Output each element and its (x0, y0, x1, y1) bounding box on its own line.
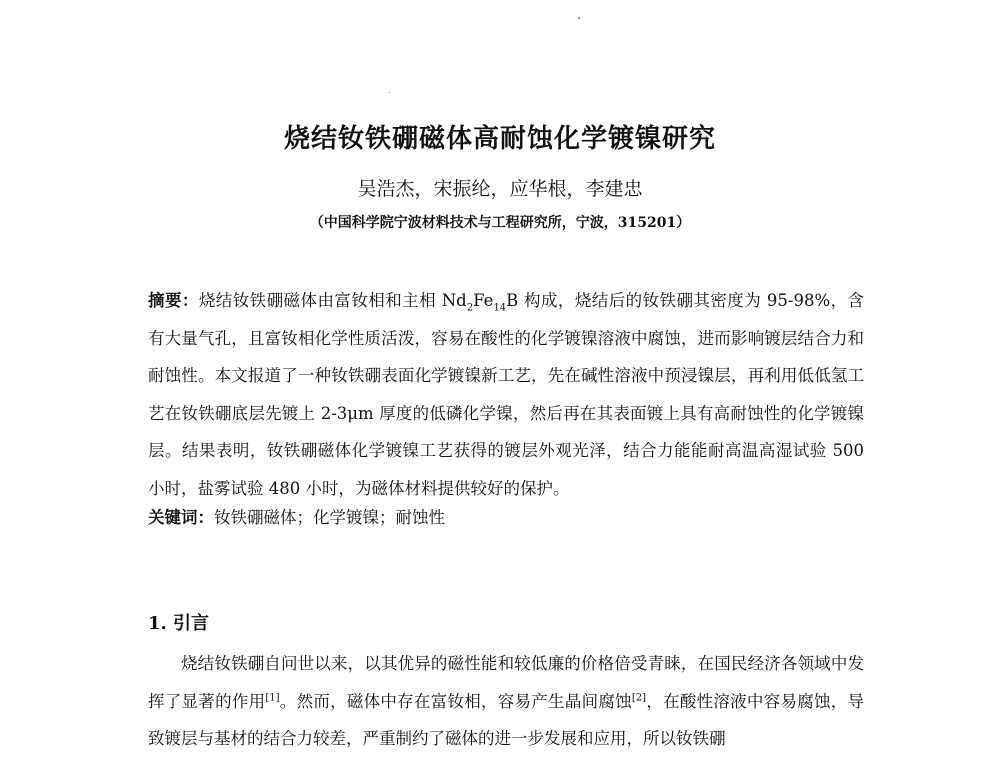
scan-speck (578, 17, 580, 19)
abstract (148, 282, 864, 507)
paragraph-text-1: 烧结钕铁硼自问世以来，以其优异的磁性能和较低廉的价格倍受青睐，在国民经济各领域中发挥了显著的作用 (148, 654, 864, 711)
keywords-text: 钕铁硼磁体；化学镀镍；耐蚀性 (214, 508, 445, 527)
citation-ref[interactable]: [1] (265, 692, 280, 703)
citation-ref[interactable]: [2] (631, 692, 647, 703)
abstract-text-2: Fe (473, 291, 494, 310)
scan-speck (389, 92, 390, 93)
keywords-label: 关键词： (148, 508, 214, 527)
paragraph-text-3: ，在酸性溶液中容易腐蚀，导致镀层与基材的结合力较差，严重制约了磁体的进一步发展和应用，所以钕铁硼 (148, 691, 864, 748)
section-heading-introduction: 1. 引言 (148, 613, 210, 634)
abstract-label: 摘要： (148, 291, 199, 310)
paragraph-text-2: 。然而，磁体中存在富钕相，容易产生晶间腐蚀 (279, 691, 632, 711)
abstract-text-3: B 构成，烧结后的钕铁硼其密度为 95-98%，含有大量气孔，且富钕相化学性质活泼，容易在酸性的化学镀镍溶液中腐蚀，进而影响镀层结合力和耐蚀性。本文报道了一种钕铁硼表面化学镀镍新工艺，先在碱性溶液中预浸镍层，再利用低低氢工艺在钕铁硼底层先镀上 2-3μm 厚度的低磷化学镍，然后再在其表面镀上具有高耐蚀性的化学镀镍层。结果表明，钕铁硼磁体化学镀镍工艺获得的镀层外观光泽，结合力能能耐高温高湿试验 500 小时，盐雾试验 480 小时，为磁体材料提供较好的保护。 (148, 291, 865, 498)
affiliation: （中国科学院宁波材料技术与工程研究所，宁波，315201） (309, 215, 691, 231)
paper-title: 烧结钕铁硼磁体高耐蚀化学镀镍研究 (283, 124, 716, 154)
keywords (148, 499, 864, 536)
formula-subscript: 14 (493, 302, 507, 314)
formula-subscript: 2 (466, 302, 474, 314)
author-list: 吴浩杰，宋振纶，应华根，李建忠 (357, 178, 643, 200)
introduction-paragraph (148, 645, 864, 758)
abstract-text-1: 烧结钕铁硼磁体由富钕相和主相 Nd (198, 291, 467, 310)
